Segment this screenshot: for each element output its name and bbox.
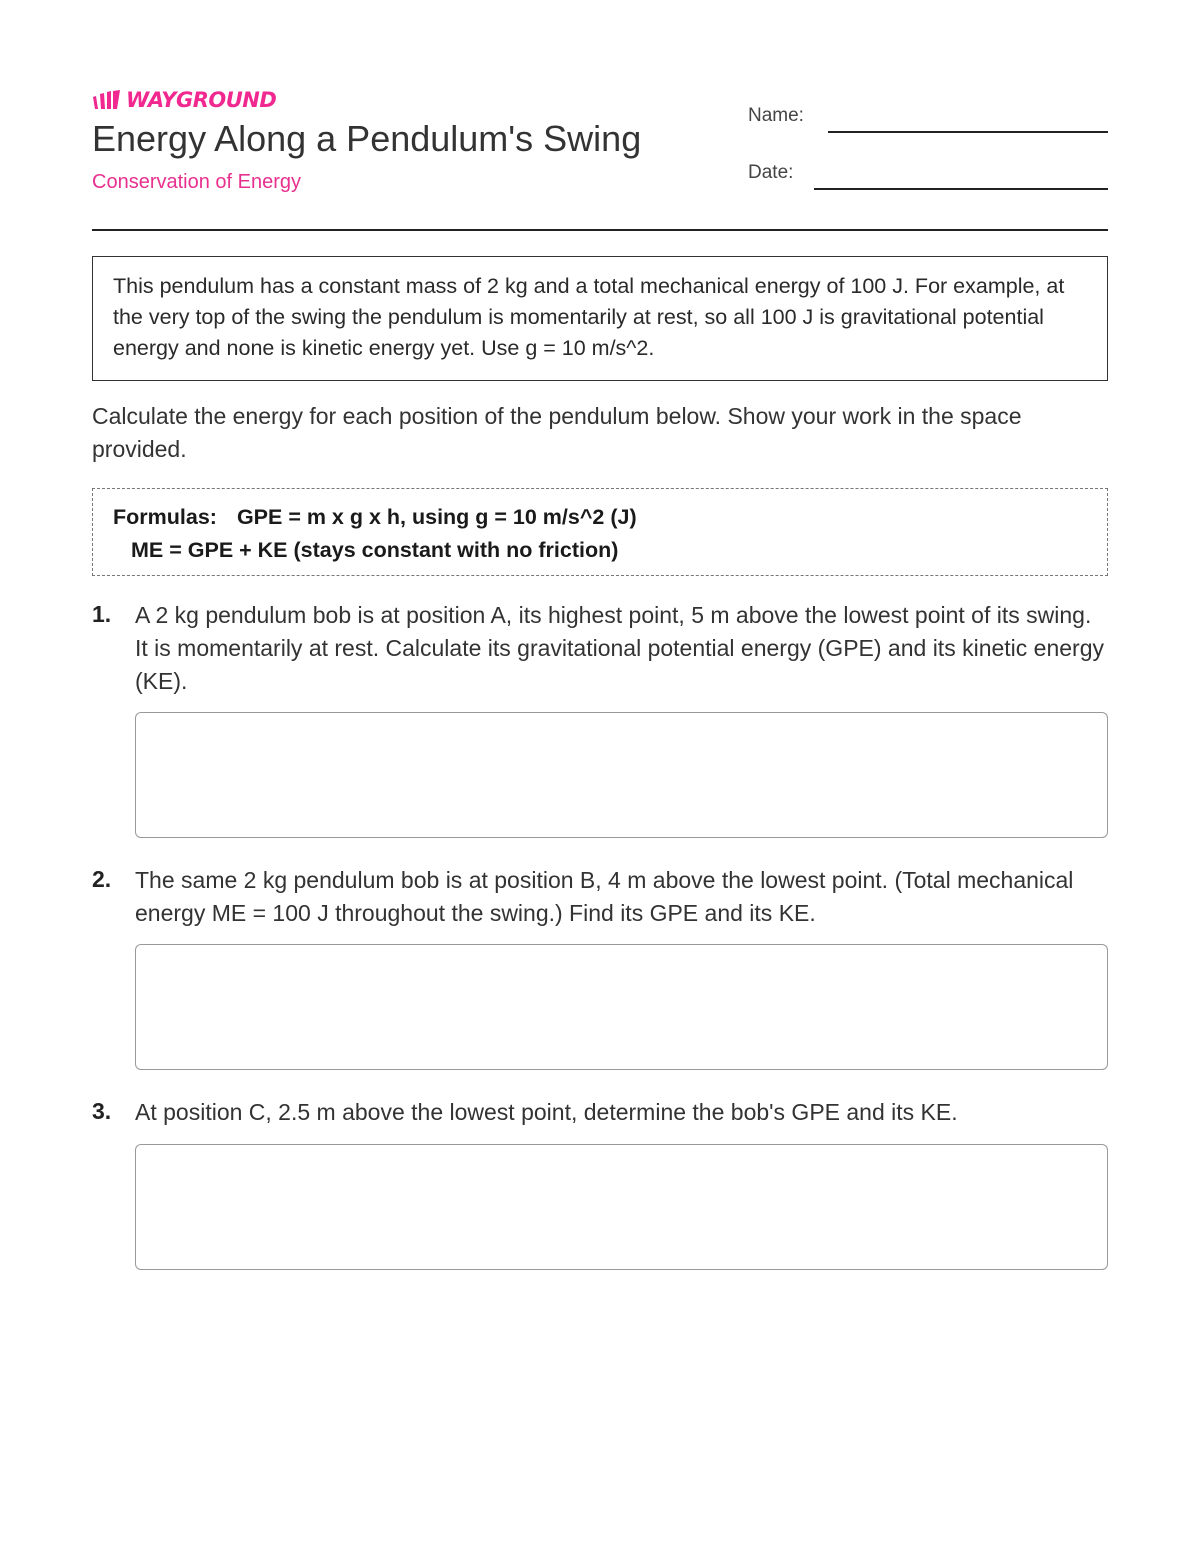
intro-text: This pendulum has a constant mass of 2 kg and a total mechanical energy of 100 J. For example, at the very top of the swing the pendulum is momentarily at rest, so all 100 J is gravitational potential energy and none is kinetic energy yet. Use g = 10 m/s^2.	[113, 274, 1065, 360]
brand-name: WAYGROUND	[126, 88, 277, 112]
answer-box-3[interactable]	[135, 1144, 1108, 1270]
formula-label: Formulas:	[113, 505, 217, 529]
question-text: At position C, 2.5 m above the lowest point, determine the bob's GPE and its KE.	[135, 1099, 958, 1125]
instructions: Calculate the energy for each position of the pendulum below. Show your work in the space provided.	[92, 403, 1022, 462]
answer-box-1[interactable]	[135, 712, 1108, 838]
question-number: 1.	[92, 601, 112, 627]
question-number: 3.	[92, 1098, 112, 1124]
name-label: Name:	[748, 105, 804, 126]
date-field[interactable]	[814, 188, 1108, 190]
question-text: A 2 kg pendulum bob is at position A, its highest point, 5 m above the lowest point of its swing. It is momentarily at rest. Calculate its gravitational potential energy (GPE) and its kinetic energy (KE).	[135, 602, 1104, 694]
wayground-logo-icon	[92, 89, 122, 111]
formula-me: ME = GPE + KE (stays constant with no friction)	[131, 538, 619, 562]
formula-line-1	[113, 501, 1087, 534]
answer-box-2[interactable]	[135, 944, 1108, 1070]
page-subtitle: Conservation of Energy	[92, 171, 302, 193]
formula-gpe: GPE = m x g x h, using g = 10 m/s^2 (J)	[236, 505, 637, 529]
question-text: The same 2 kg pendulum bob is at position B, 4 m above the lowest point. (Total mechanical energy ME = 100 J throughout the swing.) Find its GPE and its KE.	[135, 867, 1074, 926]
page-title: Energy Along a Pendulum's Swing	[92, 118, 642, 159]
name-field[interactable]	[828, 131, 1108, 133]
header-divider	[92, 229, 1108, 231]
formula-box	[92, 488, 1108, 576]
brand-logo	[92, 88, 276, 112]
question-number: 2.	[92, 866, 112, 892]
date-label: Date:	[748, 162, 794, 183]
intro-box	[92, 256, 1108, 381]
